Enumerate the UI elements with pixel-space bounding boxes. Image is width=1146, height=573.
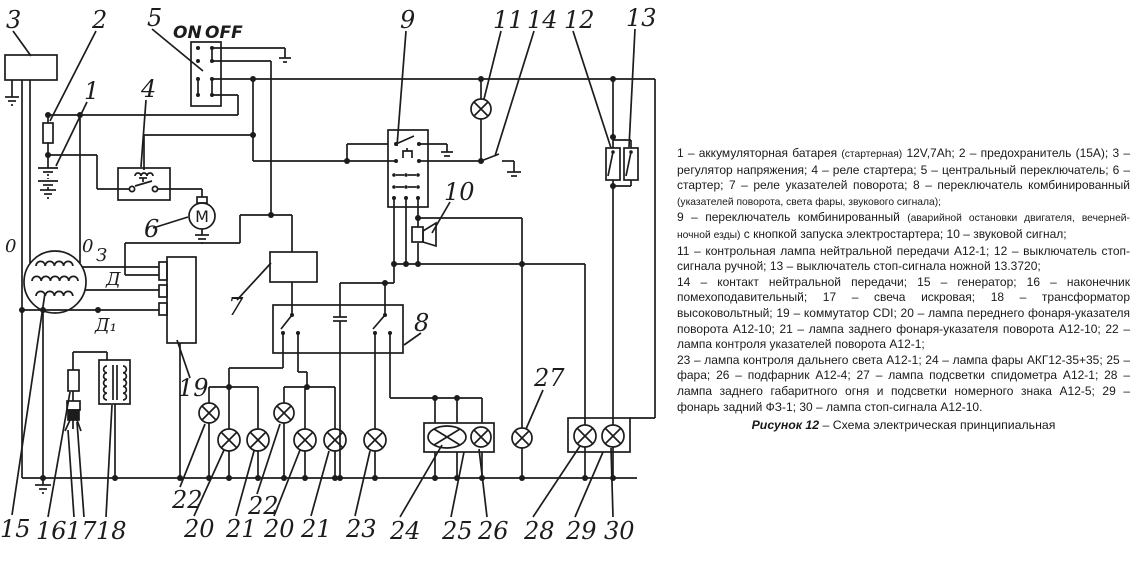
legend-paragraphs [677, 146, 1130, 415]
turn-indicator-lamp-left [199, 403, 219, 423]
callout-24: 24 [390, 517, 421, 545]
starter-relay [118, 168, 170, 200]
cdi-unit [159, 257, 196, 343]
rear-lamp-housing [568, 418, 630, 452]
stop-switch-foot [624, 148, 638, 180]
generator [24, 251, 86, 313]
callout-17: 17 [66, 517, 97, 545]
callout-29: 29 [566, 517, 597, 545]
callout-15: 15 [0, 515, 31, 543]
callout-13: 13 [626, 4, 657, 32]
legend-paragraph: 9 – переключатель комбинированный (аварийной остановки двигателя, вечерней-ночной езды) с кнопкой запуска электростартера; 10 – звуковой сигнал; [677, 210, 1130, 241]
figure-caption-text: – Схема электрическая принципиальная [819, 418, 1056, 433]
callout-21b: 21 [301, 515, 332, 543]
front-turn-lamp-left [218, 429, 240, 451]
wire-label-d: Д [106, 269, 121, 290]
callout-labels [0, 4, 657, 545]
wire-label-z: З [96, 245, 108, 266]
legend-paragraph: 23 – лампа контроля дальнего света А12-1; 24 – лампа фары АКГ12-35+35; 25 – фара; 26 – подфарник А12-4; 27 – лампа подсветки спидометра А12-1; 28 – лампа заднего габаритного огня и подсветки номерного знака А12-5; 29 – фонарь задний ФЗ-1; 30 – лампа стоп-сигнала А12-10. [677, 352, 1130, 414]
callout-7: 7 [228, 293, 244, 321]
speedometer-lamp [512, 428, 532, 448]
horn [412, 223, 436, 246]
callout-25: 25 [442, 517, 473, 545]
figure-caption-number: Рисунок 12 [751, 418, 820, 433]
callout-3: 3 [6, 6, 22, 34]
neutral-lamp [471, 99, 491, 119]
callout-21a: 21 [226, 515, 257, 543]
callout-12: 12 [564, 6, 595, 34]
wire-label-0-right: 0 [82, 236, 94, 257]
callout-23: 23 [346, 515, 377, 543]
callout-16: 16 [36, 517, 67, 545]
callout-27: 27 [534, 364, 565, 392]
legend-paragraph: 11 – контрольная лампа нейтральной передачи А12-1; 12 – выключатель стоп-сигнала ручной; 13 – выключатель стоп-сигнала ножной 13.3720; [677, 243, 1130, 274]
rear-turn-lamp-left [247, 429, 269, 451]
callout-20b: 20 [264, 515, 295, 543]
callout-19: 19 [178, 374, 209, 402]
turn-indicator-lamp-right [274, 403, 294, 423]
callout-11: 11 [493, 6, 524, 34]
turn-signal-relay [270, 252, 317, 282]
callout-14: 14 [527, 6, 558, 34]
combined-switch-8 [273, 305, 403, 353]
callout-18: 18 [96, 517, 127, 545]
hv-transformer [99, 360, 130, 404]
wire-label-0-left: 0 [5, 236, 17, 257]
callout-4: 4 [141, 75, 157, 103]
callout-22a: 22 [172, 486, 203, 514]
callout-28: 28 [524, 517, 555, 545]
headlamp-housing [424, 423, 494, 452]
callout-8: 8 [414, 309, 430, 337]
label-off: OFF [205, 23, 243, 43]
legend-paragraph: 14 – контакт нейтральной передачи; 15 – генератор; 16 – наконечник помехоподавительный; 17 – свеча искровая; 18 – трансформатор высоковольтный; 19 – коммутатор CDI; 20 – лампа переднего фонаря-указателя поворота А12-10; 21 – лампа заднего фонаря-указателя поворота А12-10; 22 – лампа контроля указателей поворота А12-1; [677, 274, 1130, 352]
label-on: ON [173, 23, 202, 43]
callout-10: 10 [444, 178, 475, 206]
wire-label-d1: Д₁ [95, 315, 117, 336]
wires [12, 48, 655, 478]
callout-22b: 22 [248, 492, 279, 520]
callout-6: 6 [144, 215, 160, 243]
callout-26: 26 [478, 517, 509, 545]
rear-turn-lamp-right [324, 429, 346, 451]
high-beam-indicator-lamp [364, 429, 386, 451]
motor-letter: M [195, 207, 209, 226]
legend-paragraph: 1 – аккумуляторная батарея (стартерная) 12V,7Ah; 2 – предохранитель (15А); 3 – регулятор напряжения; 4 – реле стартера; 5 – центральный переключатель; 6 – стартер; 7 – реле указателей поворота; 8 – переключатель комбинированный (указателей поворота, света фары, звукового сигнала); [677, 146, 1131, 208]
callout-20a: 20 [184, 515, 215, 543]
neutral-contact [507, 172, 521, 176]
voltage-regulator [5, 55, 57, 105]
central-switch [191, 42, 291, 106]
front-turn-lamp-right [294, 429, 316, 451]
battery [38, 168, 58, 198]
legend-panel [677, 146, 1130, 434]
stop-switch-hand [606, 148, 620, 180]
callout-9: 9 [400, 6, 416, 34]
callout-1: 1 [84, 77, 100, 105]
callout-30: 30 [604, 517, 635, 545]
suppressor-cap [68, 370, 79, 391]
fuse [43, 123, 53, 143]
callout-5: 5 [147, 4, 163, 32]
figure-caption [677, 418, 1130, 434]
callout-2: 2 [92, 6, 108, 34]
chassis-ground [35, 478, 51, 493]
